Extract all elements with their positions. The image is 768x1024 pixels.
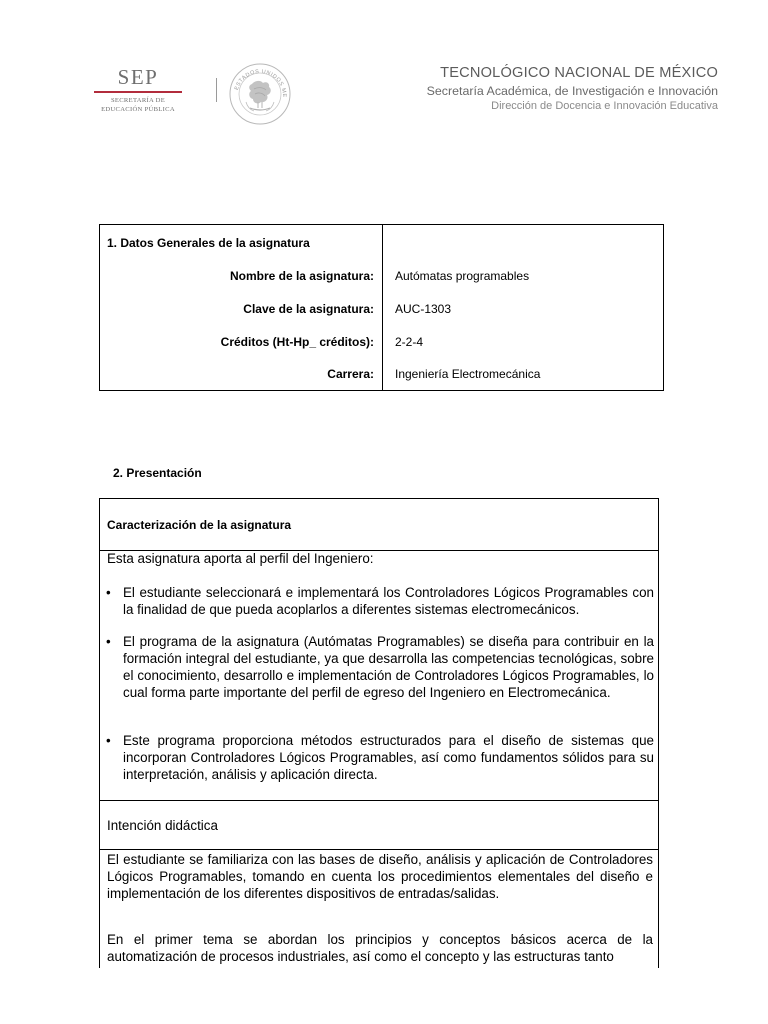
presentation-table [99,498,659,968]
career-value: Ingeniería Electromecánica [395,367,541,381]
sep-logo [92,66,184,114]
subject-name-label: Nombre de la asignatura: [229,269,374,283]
characterization-heading: Caracterización de la asignatura [107,518,292,532]
credits-value: 2-2-4 [395,335,424,349]
institution-name: TECNOLÓGICO NACIONAL DE MÉXICO [440,65,718,81]
institution-header [427,64,718,114]
didactic-intention-paragraph-2: En el primer tema se abordan los principios y conceptos básicos acerca de la automatización de procesos industriales, así como el concepto y las estructuras tanto [107,932,653,964]
table-divider [100,800,658,801]
sep-logo-subtitle-1: SECRETARÍA DE [110,97,166,104]
bullet-text: Este programa proporciona métodos estructurados para el diseño de sistemas que incorporan Controladores Lógicos Programables, así como fundamentos sólidos para su interpretación, análisis y aplicación directa. [123,733,654,782]
subject-key-value: AUC-1303 [395,302,452,316]
general-data-divider [382,225,383,390]
bullet-icon: • [106,585,111,600]
table-divider [100,849,658,850]
sep-logo-subtitle-2: EDUCACIÓN PÚBLICA [101,106,175,113]
didactic-intention-paragraph-1: El estudiante se familiariza con las bases de diseño, análisis y aplicación de Controladores Lógicos Programables, tomando en cuenta los procedimientos elementales del diseño e implementación de los diferentes dispositivos de entradas/salidas. [107,852,653,901]
credits-label: Créditos (Ht-Hp_ créditos): [220,335,374,349]
presentation-title: 2. Presentación [113,466,202,480]
subject-name-value: Autómatas programables [395,269,530,283]
bullet-text: El programa de la asignatura (Autómatas Programables) se diseña para contribuir en la formación integral del estudiante, ya que desarrolla las competencias tecnológicas, sobre el conocimiento, desarrollo e implementación de Controladores Lógicos Programables, lo cual forma parte importante del perfil de egreso del Ingeniero en Electromecánica. [123,634,654,700]
general-data-table [99,224,664,391]
didactic-intention-heading: Intención didáctica [107,818,218,833]
sep-logo-word: SEP [117,65,159,89]
bullet-icon: • [106,733,111,748]
secretariat-name: Secretaría Académica, de Investigación e Innovación [426,84,718,98]
direction-name: Dirección de Docencia e Innovación Educativa [491,100,718,112]
seal-text: ESTADOS UNIDOS ME [233,68,288,98]
subject-key-label: Clave de la asignatura: [243,302,374,316]
list-item [106,732,654,783]
characterization-intro: Esta asignatura aporta al perfil del Ingeniero: [107,551,374,566]
list-item [106,633,654,701]
career-label: Carrera: [327,367,374,381]
list-item [106,584,654,618]
general-data-title: 1. Datos Generales de la asignatura [107,236,310,250]
bullet-icon: • [106,634,111,649]
sep-logo-rule [94,91,182,93]
bullet-text: El estudiante seleccionará e implementará los Controladores Lógicos Programables con la finalidad de que pueda acoplarlos a diferentes sistemas electromecánicos. [123,585,654,617]
coat-of-arms-seal-icon [228,62,292,126]
logo-divider [216,78,217,102]
